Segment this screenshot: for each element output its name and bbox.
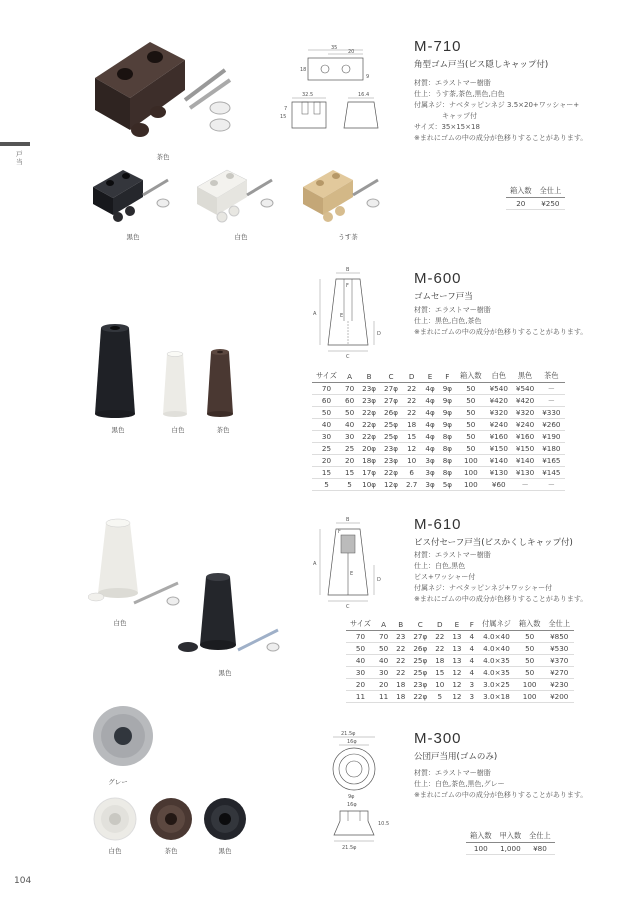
m610-subtitle: ビス付セーフ戸当(ビスかくしキャップ付)	[414, 538, 573, 548]
table-row	[312, 443, 565, 455]
table-cell: ¥320	[512, 407, 538, 419]
table-cell: ¥540	[486, 383, 512, 395]
table-cell: 23φ	[409, 679, 431, 691]
m600-dim-b: B	[346, 267, 350, 273]
table-cell: ¥165	[538, 455, 564, 467]
m710-dim-width: 35	[331, 45, 338, 51]
page-number: 104	[14, 876, 32, 886]
table-cell: 60	[341, 395, 358, 407]
table-row	[346, 667, 574, 679]
table-cell: 12φ	[380, 479, 402, 491]
m710-caption-main: 茶色	[156, 153, 170, 161]
table-header-row	[346, 618, 574, 631]
table-cell: 12	[448, 691, 465, 703]
table-cell: 20	[375, 679, 392, 691]
table-cell: 25φ	[409, 667, 431, 679]
table-cell: 30	[312, 431, 341, 443]
table-cell: 25φ	[409, 655, 431, 667]
table-cell: ¥160	[486, 431, 512, 443]
table-row	[312, 407, 565, 419]
table-cell: 3.0×25	[478, 679, 515, 691]
side-index-label: 戸当	[16, 150, 23, 166]
m300-drawing	[318, 725, 398, 855]
side-index-bar	[0, 142, 30, 146]
m300-dim-top: 16φ	[347, 802, 357, 808]
m300-variants-photo	[85, 795, 265, 850]
table-row	[346, 631, 574, 643]
table-cell: 50	[456, 407, 486, 419]
m710-dim-base: 7	[284, 106, 288, 112]
m710-dim-depth: 18	[300, 67, 307, 73]
m710-price-table: 箱入数 全仕上 20 ¥250	[506, 185, 565, 210]
table-cell: 4.0×40	[478, 631, 515, 643]
table-cell: 100	[515, 691, 545, 703]
table-cell: －	[512, 479, 538, 491]
m710-white-photo	[192, 165, 282, 225]
table-cell: 40	[341, 419, 358, 431]
m300-dim-inner: 16φ	[347, 739, 357, 745]
table-cell: 25	[312, 443, 341, 455]
table-cell: 10	[431, 679, 448, 691]
table-cell: 40	[375, 655, 392, 667]
column-header: C	[380, 370, 402, 383]
table-cell: 22	[392, 655, 409, 667]
table-cell: 18	[402, 419, 421, 431]
column-header: サイズ	[312, 370, 341, 383]
table-row	[312, 383, 565, 395]
m300-specs: 材質：エラストマー樹脂 仕上：白色,茶色,黒色,グレー ※まれにゴムの中の成分が色移りすることがあります。	[414, 769, 588, 799]
column-header: E	[448, 618, 465, 631]
table-cell: 50	[515, 667, 545, 679]
table-cell: 3φ	[421, 467, 438, 479]
table-cell: 40	[346, 655, 375, 667]
table-cell: 5	[312, 479, 341, 491]
table-cell: 25φ	[380, 419, 402, 431]
table-cell: 15	[341, 467, 358, 479]
table-row	[346, 655, 574, 667]
table-cell: 30	[341, 431, 358, 443]
table-cell: 17φ	[358, 467, 380, 479]
m710-dim-height: 15	[280, 114, 287, 120]
table-cell: 50	[456, 443, 486, 455]
column-header: F	[439, 370, 456, 383]
table-cell: 100	[456, 455, 486, 467]
m610-dim-e: E	[350, 571, 354, 577]
m610-drawing	[308, 515, 388, 610]
table-cell: ¥420	[512, 395, 538, 407]
m300-caption-grey: グレー	[108, 778, 128, 786]
column-header: A	[375, 618, 392, 631]
table-cell: 4φ	[421, 395, 438, 407]
table-cell: 20	[341, 455, 358, 467]
table-cell: 4.0×35	[478, 655, 515, 667]
table-cell: 10φ	[358, 479, 380, 491]
table-cell: 4	[466, 655, 479, 667]
table-cell: 70	[341, 383, 358, 395]
table-cell: 12	[448, 667, 465, 679]
m600-dim-a: A	[313, 311, 317, 317]
m610-dim-a: A	[313, 561, 317, 567]
table-cell: ¥230	[544, 679, 574, 691]
table-cell: 23	[392, 631, 409, 643]
table-cell: 5	[341, 479, 358, 491]
column-header: 黒色	[512, 370, 538, 383]
table-cell: 30	[375, 667, 392, 679]
table-cell: 50	[515, 655, 545, 667]
table-cell: 50	[375, 643, 392, 655]
table-row	[312, 395, 565, 407]
table-row	[312, 419, 565, 431]
table-cell: 50	[346, 643, 375, 655]
table-cell: 26φ	[409, 643, 431, 655]
m600-dim-f: F	[346, 283, 349, 289]
m610-caption-black: 黒色	[218, 669, 232, 677]
m610-dim-d: D	[377, 577, 381, 583]
table-cell: 13	[448, 631, 465, 643]
m300-dim-height: 10.5	[378, 821, 390, 827]
table-cell: 18	[431, 655, 448, 667]
table-cell: 9φ	[439, 395, 456, 407]
table-cell: 22φ	[358, 419, 380, 431]
m710-caption-black: 黒色	[126, 233, 140, 241]
table-row	[346, 679, 574, 691]
table-cell: 8φ	[439, 431, 456, 443]
table-cell: 25	[341, 443, 358, 455]
table-cell: ¥330	[538, 407, 564, 419]
column-header: サイズ	[346, 618, 375, 631]
table-cell: 9φ	[439, 407, 456, 419]
table-cell: 23φ	[380, 443, 402, 455]
m300-caption-brown: 茶色	[164, 847, 178, 855]
table-cell: 23φ	[358, 383, 380, 395]
table-cell: 22	[392, 643, 409, 655]
table-cell: ¥180	[538, 443, 564, 455]
table-cell: 50	[456, 419, 486, 431]
table-cell: 50	[312, 407, 341, 419]
table-cell: 22φ	[380, 467, 402, 479]
table-cell: ¥145	[538, 467, 564, 479]
column-header: 全仕上	[544, 618, 574, 631]
table-cell: 22φ	[358, 431, 380, 443]
m300-dim-outer: 21.5φ	[341, 731, 356, 737]
table-cell: 4φ	[421, 383, 438, 395]
table-cell: 22φ	[358, 407, 380, 419]
table-cell: 3φ	[421, 455, 438, 467]
table-cell: 6	[402, 467, 421, 479]
table-header-row	[312, 370, 565, 383]
m300-price-table: 箱入数 甲入数 全仕上 100 1,000 ¥80	[466, 830, 555, 855]
m300-caption-black: 黒色	[218, 847, 232, 855]
m300-grey-photo	[85, 700, 160, 775]
m300-caption-white: 白色	[108, 847, 122, 855]
m610-dim-c: C	[346, 604, 350, 610]
table-cell: 5φ	[439, 479, 456, 491]
table-cell: 9φ	[439, 383, 456, 395]
table-cell: ¥190	[538, 431, 564, 443]
table-cell: 60	[312, 395, 341, 407]
m300-model: M-300	[414, 730, 462, 747]
table-row: 100 1,000 ¥80	[466, 843, 555, 855]
table-cell: ¥130	[486, 467, 512, 479]
table-cell: ¥260	[538, 419, 564, 431]
table-cell: 70	[312, 383, 341, 395]
column-header: A	[341, 370, 358, 383]
m610-model: M-610	[414, 516, 462, 533]
table-cell: 22	[392, 667, 409, 679]
m600-dim-c: C	[346, 354, 350, 360]
m710-model: M-710	[414, 38, 462, 55]
m710-dim-side: 32.5	[302, 92, 314, 98]
table-cell: 50	[456, 431, 486, 443]
m300-subtitle: 公団戸当用(ゴムのみ)	[414, 752, 498, 762]
table-row	[312, 467, 565, 479]
table-cell: 4.0×35	[478, 667, 515, 679]
m710-subtitle: 角型ゴム戸当(ビス隠しキャップ付)	[414, 60, 549, 70]
table-cell: 12	[448, 679, 465, 691]
table-cell: 22	[431, 643, 448, 655]
table-row	[346, 691, 574, 703]
table-cell: 18φ	[358, 455, 380, 467]
table-cell: 70	[375, 631, 392, 643]
table-cell: ¥150	[486, 443, 512, 455]
table-row	[312, 431, 565, 443]
m600-price-table	[312, 370, 565, 491]
table-cell: 3.0×18	[478, 691, 515, 703]
table-cell: 4φ	[421, 407, 438, 419]
table-cell: ¥130	[512, 467, 538, 479]
table-cell: ¥240	[512, 419, 538, 431]
table-cell: 3	[466, 679, 479, 691]
table-cell: ¥140	[512, 455, 538, 467]
column-header: B	[358, 370, 380, 383]
table-cell: ¥160	[512, 431, 538, 443]
column-header: 箱入数	[456, 370, 486, 383]
table-cell: ¥60	[486, 479, 512, 491]
m710-caption-beige: うす茶	[338, 233, 358, 241]
table-cell: 27φ	[380, 383, 402, 395]
table-cell: 22	[431, 631, 448, 643]
table-cell: 18	[392, 679, 409, 691]
m710-main-photo	[80, 30, 250, 150]
table-cell: 8φ	[439, 467, 456, 479]
m600-dim-d: D	[377, 331, 381, 337]
m610-dim-f: F	[338, 529, 341, 535]
m610-caption-white: 白色	[113, 619, 127, 627]
table-cell: 23φ	[380, 455, 402, 467]
table-cell: －	[538, 383, 564, 395]
table-cell: ¥240	[486, 419, 512, 431]
column-header: D	[431, 618, 448, 631]
table-cell: 3	[466, 691, 479, 703]
table-cell: 22φ	[409, 691, 431, 703]
table-cell: ¥140	[486, 455, 512, 467]
table-cell: ¥850	[544, 631, 574, 643]
table-cell: 18	[392, 691, 409, 703]
table-cell: ¥420	[486, 395, 512, 407]
table-cell: ¥540	[512, 383, 538, 395]
column-header: 白色	[486, 370, 512, 383]
table-cell: 4	[466, 667, 479, 679]
table-cell: 12	[402, 443, 421, 455]
table-cell: 22	[402, 395, 421, 407]
table-cell: 20	[346, 679, 375, 691]
table-cell: 8φ	[439, 455, 456, 467]
table-cell: 4	[466, 631, 479, 643]
m600-dim-e: E	[340, 313, 344, 319]
m610-photo	[88, 515, 298, 670]
table-cell: 27φ	[380, 395, 402, 407]
table-row: 20 ¥250	[506, 198, 565, 210]
table-cell: 50	[341, 407, 358, 419]
table-cell: 70	[346, 631, 375, 643]
m710-dim-hole: 9	[366, 74, 370, 80]
table-cell: 4φ	[421, 443, 438, 455]
table-cell: ¥370	[544, 655, 574, 667]
table-cell: ¥270	[544, 667, 574, 679]
table-cell: 50	[456, 383, 486, 395]
table-cell: 4	[466, 643, 479, 655]
column-header: F	[466, 618, 479, 631]
m710-drawing	[278, 40, 398, 135]
table-cell: 2.7	[402, 479, 421, 491]
table-cell: 15	[402, 431, 421, 443]
m600-caption-white: 白色	[171, 426, 185, 434]
column-header: E	[421, 370, 438, 383]
m300-dim-hole: 9φ	[348, 794, 355, 800]
m610-specs: 材質：エラストマー樹脂 仕上：白色,黒色 ビス+ワッシャー付 付属ネジ：ナベタッピンネジ+ワッシャー付 ※まれにゴムの中の成分が色移りすることがあります。	[414, 551, 588, 603]
table-cell: ¥320	[486, 407, 512, 419]
table-cell: 22	[402, 407, 421, 419]
column-header: D	[402, 370, 421, 383]
table-cell: 11	[375, 691, 392, 703]
m600-drawing	[308, 265, 388, 360]
column-header: 茶色	[538, 370, 564, 383]
table-cell: ¥530	[544, 643, 574, 655]
m710-specs: 材質：エラストマー樹脂 仕上：うす茶,茶色,黒色,白色 付属ネジ：ナベタッピンネジ 3.5×20+ワッシャー+ キャップ付 サイズ：35×15×18 ※まれにゴムの中の成分が色移りすることがあります。	[414, 79, 588, 142]
table-cell: 13	[448, 655, 465, 667]
table-cell: 50	[515, 643, 545, 655]
m710-beige-photo	[298, 165, 388, 225]
column-header: B	[392, 618, 409, 631]
table-cell: 20	[312, 455, 341, 467]
table-cell: 23φ	[358, 395, 380, 407]
table-cell: －	[538, 395, 564, 407]
m600-model: M-600	[414, 270, 462, 287]
table-cell: 11	[346, 691, 375, 703]
m610-price-table	[346, 618, 574, 703]
table-cell: 3φ	[421, 479, 438, 491]
m710-dim-pitch: 20	[348, 49, 355, 55]
m610-dim-b: B	[346, 517, 350, 523]
table-cell: 20φ	[358, 443, 380, 455]
table-cell: 30	[346, 667, 375, 679]
table-cell: 4.0×40	[478, 643, 515, 655]
table-cell: 15	[431, 667, 448, 679]
table-cell: 9φ	[439, 419, 456, 431]
m710-caption-white: 白色	[234, 233, 248, 241]
m600-caption-brown: 茶色	[216, 426, 230, 434]
table-cell: ¥200	[544, 691, 574, 703]
table-cell: 4φ	[421, 431, 438, 443]
table-cell: 100	[456, 479, 486, 491]
table-cell: 40	[312, 419, 341, 431]
table-row	[312, 455, 565, 467]
table-cell: 100	[456, 467, 486, 479]
table-cell: 8φ	[439, 443, 456, 455]
table-cell: －	[538, 479, 564, 491]
table-cell: 27φ	[409, 631, 431, 643]
table-cell: 10	[402, 455, 421, 467]
m600-subtitle: ゴムセーフ戸当	[414, 292, 473, 302]
table-cell: 100	[515, 679, 545, 691]
table-cell: 5	[431, 691, 448, 703]
m710-dim-end: 16.4	[358, 92, 370, 98]
m600-caption-black: 黒色	[111, 426, 125, 434]
m600-specs: 材質：エラストマー樹脂 仕上：黒色,白色,茶色 ※まれにゴムの中の成分が色移りすることがあります。	[414, 306, 588, 336]
column-header: C	[409, 618, 431, 631]
table-cell: 25φ	[380, 431, 402, 443]
column-header: 箱入数	[515, 618, 545, 631]
table-cell: 4φ	[421, 419, 438, 431]
table-cell: 50	[515, 631, 545, 643]
table-cell: 13	[448, 643, 465, 655]
table-cell: ¥150	[512, 443, 538, 455]
column-header: 付属ネジ	[478, 618, 515, 631]
table-cell: 22	[402, 383, 421, 395]
table-row	[312, 479, 565, 491]
table-cell: 50	[456, 395, 486, 407]
m300-dim-base: 21.5φ	[342, 845, 357, 851]
table-cell: 15	[312, 467, 341, 479]
table-cell: 26φ	[380, 407, 402, 419]
m710-black-photo	[88, 165, 178, 225]
m600-photo	[85, 318, 255, 423]
table-row	[346, 643, 574, 655]
